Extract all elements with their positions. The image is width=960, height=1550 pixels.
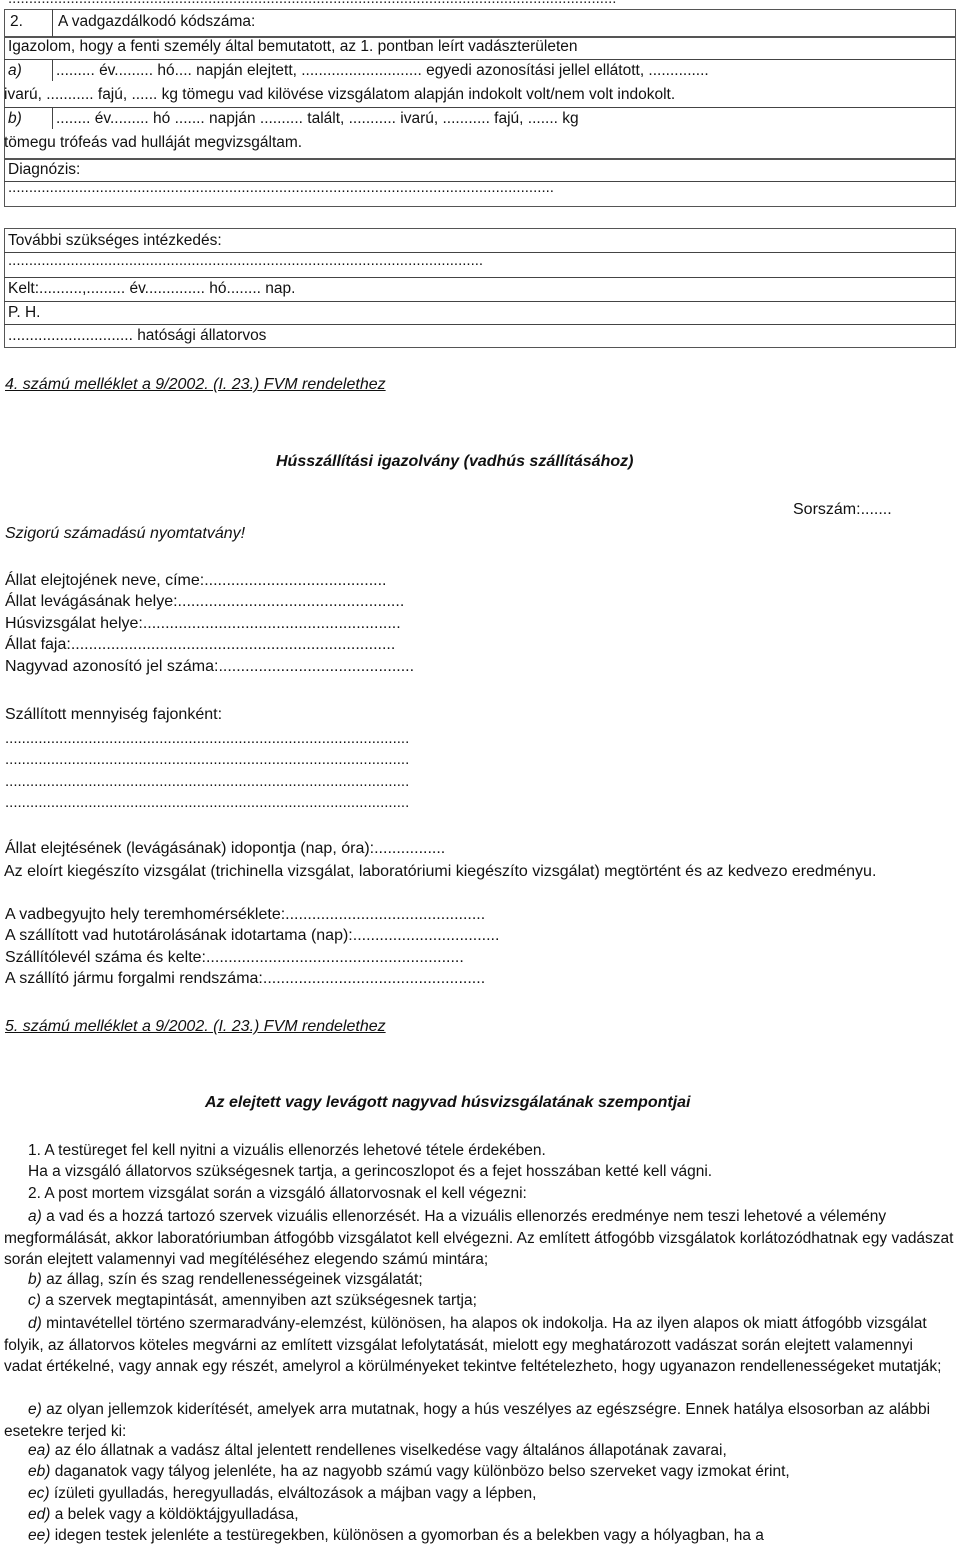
annex4-fields (5, 570, 414, 677)
row-2-divider (52, 9, 53, 37)
field-species: Állat faja:......................................................................... (5, 636, 396, 654)
annex4-fields-2 (5, 904, 499, 990)
divider (4, 107, 956, 108)
field-waybill: Szállítólevél száma és kelte:.......................................................... (5, 948, 464, 966)
quantity-line: ................................................................................................. (5, 794, 410, 812)
item-ec-text: ízületi gyulladás, heregyulladás, elváltozások a májban vagy a lépben, (49, 1485, 537, 1502)
field-id-number: Nagyvad azonosító jel száma:............................................ (5, 657, 415, 675)
item-eb-text: daganatok vagy tályog jelenléte, ha az nagyobb számú vagy különbözo belso szerveket vagy izmokat érint, (50, 1463, 790, 1480)
item-ed-text: a belek vagy a köldöktájgyulladása, (50, 1506, 299, 1523)
field-hunter-name: Állat elejtojének neve, címe:......................................... (5, 572, 387, 589)
item-b-divider (52, 107, 53, 129)
quantity-line: ................................................................................................. (5, 772, 410, 790)
item-b-label: b) (28, 1271, 42, 1288)
row-2-number: 2. (10, 13, 23, 30)
item-a (4, 1206, 954, 1271)
item-a-text: a vad és a hozzá tartozó szervek vizuális ellenorzését. Ha a vizuális ellenorzés eredménye nem teszi lehetové a vélemény megformálását, akkor laboratóriumban átfogóbb vizsgálatot kell elvégezni. Az említett átfogóbb vizsgálatok korlátozódhatnak egy vadászat során elejtett valamennyi vad megítéléséhez elegendo számú mintára; (4, 1208, 954, 1268)
annex4-form-title: Hússzállítási igazolvány (vadhús szállításához) (276, 453, 634, 470)
field-vehicle-plate: A szállító jármu forgalmi rendszáma:.................................................. (5, 970, 486, 988)
item-ea (28, 1442, 727, 1460)
serial-number: Sorszám:....... (793, 501, 892, 518)
annex5-heading: Az elejtett vagy levágott nagyvad húsvizsgálatának szempontjai (205, 1094, 691, 1111)
certificate-intro: Igazolom, hogy a fenti személy által bemutatott, az 1. pontban leírt vadászterületen (8, 38, 578, 55)
item-eb (28, 1463, 790, 1481)
item-e-text: az olyan jellemzok kiderítését, amelyek arra mutatnak, hogy a hús veszélyes az egészségre. Ennek hatálya elsosorban az alábbi esetekre terjed ki: (4, 1401, 931, 1440)
item-ee-text: idegen testek jelenléte a testüregekben, különösen a gyomorban és a belekben vagy a hólyagban, ha a (50, 1527, 764, 1544)
item-ee-label: ee) (28, 1527, 51, 1544)
item-eb-label: eb) (28, 1463, 51, 1480)
item-a-line1: ......... év......... hó.... napján elejtett, ............................ egyedi azonosítási jellel ellátott, .............. (56, 62, 709, 79)
item-d-text: mintavétellel történo szermaradvány-elemzést, különösen, ha alapos ok indokolja. Ha az ilyen alapos ok miatt átfogóbb vizsgálat folyik, az állatorvos köteles megvárni az említett vizsgálat lefolytatását, mielott egy meghatározott vadászat során elejtett valamennyi vadat értékelné, vagy annak egy részét, amelyrol a körülményeket tekintve feltételezheto, hogy ugyanazon rendellenességeket mutatják; (4, 1315, 942, 1375)
item-b-label: b) (8, 110, 22, 127)
exam-statement: Az eloírt kiegészíto vizsgálat (trichinella vizsgálat, laboratóriumi kiegészíto vizsgálat) megtörtént és az kedvezo eredményu. (4, 863, 877, 880)
quantity-lines (5, 728, 409, 814)
item-ea-label: ea) (28, 1442, 51, 1459)
further-measures-dots: .................................................................................................................. (8, 252, 484, 269)
item-a-label: a) (28, 1208, 42, 1225)
divider (4, 301, 956, 302)
kill-time: Állat elejtésének (levágásának) idopontja (nap, óra):................ (5, 840, 446, 857)
item-ed-label: ed) (28, 1506, 51, 1523)
point-2: 2. A post mortem vizsgálat során a vizsgáló állatorvosnak el kell végezni: (28, 1185, 527, 1202)
item-b-line1: ........ év......... hó ....... napján .......... talált, ........... ivarú, ........... fajú, ....... kg (56, 110, 579, 127)
further-measures-label: További szükséges intézkedés: (8, 232, 222, 249)
item-c-text: a szervek megtapintását, amennyiben azt szükségesnek tartja; (40, 1292, 477, 1309)
item-b (28, 1271, 423, 1289)
quantity-line: ................................................................................................. (5, 751, 410, 769)
item-c-label: c) (28, 1292, 41, 1309)
annex4-title: 4. számú melléklet a 9/2002. (I. 23.) FVM rendelethez (5, 376, 386, 393)
divider (4, 277, 956, 278)
item-ec (28, 1485, 536, 1503)
point-1-note: Ha a vizsgáló állatorvos szükségesnek tartja, a gerincoszlopot és a fejet hosszában ketté kell vágni. (28, 1163, 713, 1180)
item-d-label: d) (28, 1315, 42, 1332)
top-dots (8, 0, 616, 7)
veterinarian-signature: ............................. hatósági állatorvos (8, 327, 267, 344)
field-cold-storage-days: A szállított vad hutotárolásának idotartama (nap):................................. (5, 927, 500, 945)
strict-accounting-note: Szigorú számadású nyomtatvány! (5, 525, 246, 542)
field-collection-temp: A vadbegyujto hely teremhomérséklete:............................................. (5, 906, 486, 923)
date-line: Kelt:..........,......... év.............. hó........ nap. (8, 280, 296, 297)
item-c (28, 1292, 477, 1310)
diagnosis-label: Diagnózis: (8, 161, 81, 178)
stamp-label: P. H. (8, 304, 41, 321)
quantity-line: ................................................................................................. (5, 730, 410, 747)
item-e-label: e) (28, 1401, 42, 1418)
item-e (4, 1399, 954, 1442)
item-b-line2: tömegu trófeás vad hulláját megvizsgáltam. (4, 134, 303, 151)
divider (4, 59, 956, 60)
item-ec-label: ec) (28, 1485, 50, 1502)
divider (4, 324, 956, 325)
annex5-title: 5. számú melléklet a 9/2002. (I. 23.) FVM rendelethez (5, 1018, 386, 1035)
quantity-label: Szállított mennyiség fajonként: (5, 706, 223, 723)
item-a-line2: ivarú, ........... fajú, ...... kg tömegu vad kilövése vizsgálatom alapján indokolt volt/nem volt indokolt. (4, 86, 676, 103)
item-a-label: a) (8, 62, 22, 79)
field-inspection-place: Húsvizsgálat helye:.......................................................... (5, 614, 401, 632)
point-1: 1. A testüreget fel kell nyitni a vizuális ellenorzés lehetové tétele érdekében. (28, 1142, 546, 1159)
row-2-label: A vadgazdálkodó kódszáma: (58, 13, 256, 30)
item-ee (28, 1527, 764, 1545)
item-b-text: az állag, szín és szag rendellenességeinek vizsgálatát; (41, 1271, 423, 1288)
item-ea-text: az élo állatnak a vadász által jelentett rendellenes viselkedése vagy általános állapotának zavarai, (50, 1442, 727, 1459)
diagnosis-dots: ................................................................................................................................... (8, 179, 554, 196)
item-d (4, 1313, 954, 1378)
field-slaughter-place: Állat levágásának helye:................................................... (5, 593, 405, 611)
item-ed (28, 1506, 299, 1524)
item-a-divider (52, 59, 53, 81)
